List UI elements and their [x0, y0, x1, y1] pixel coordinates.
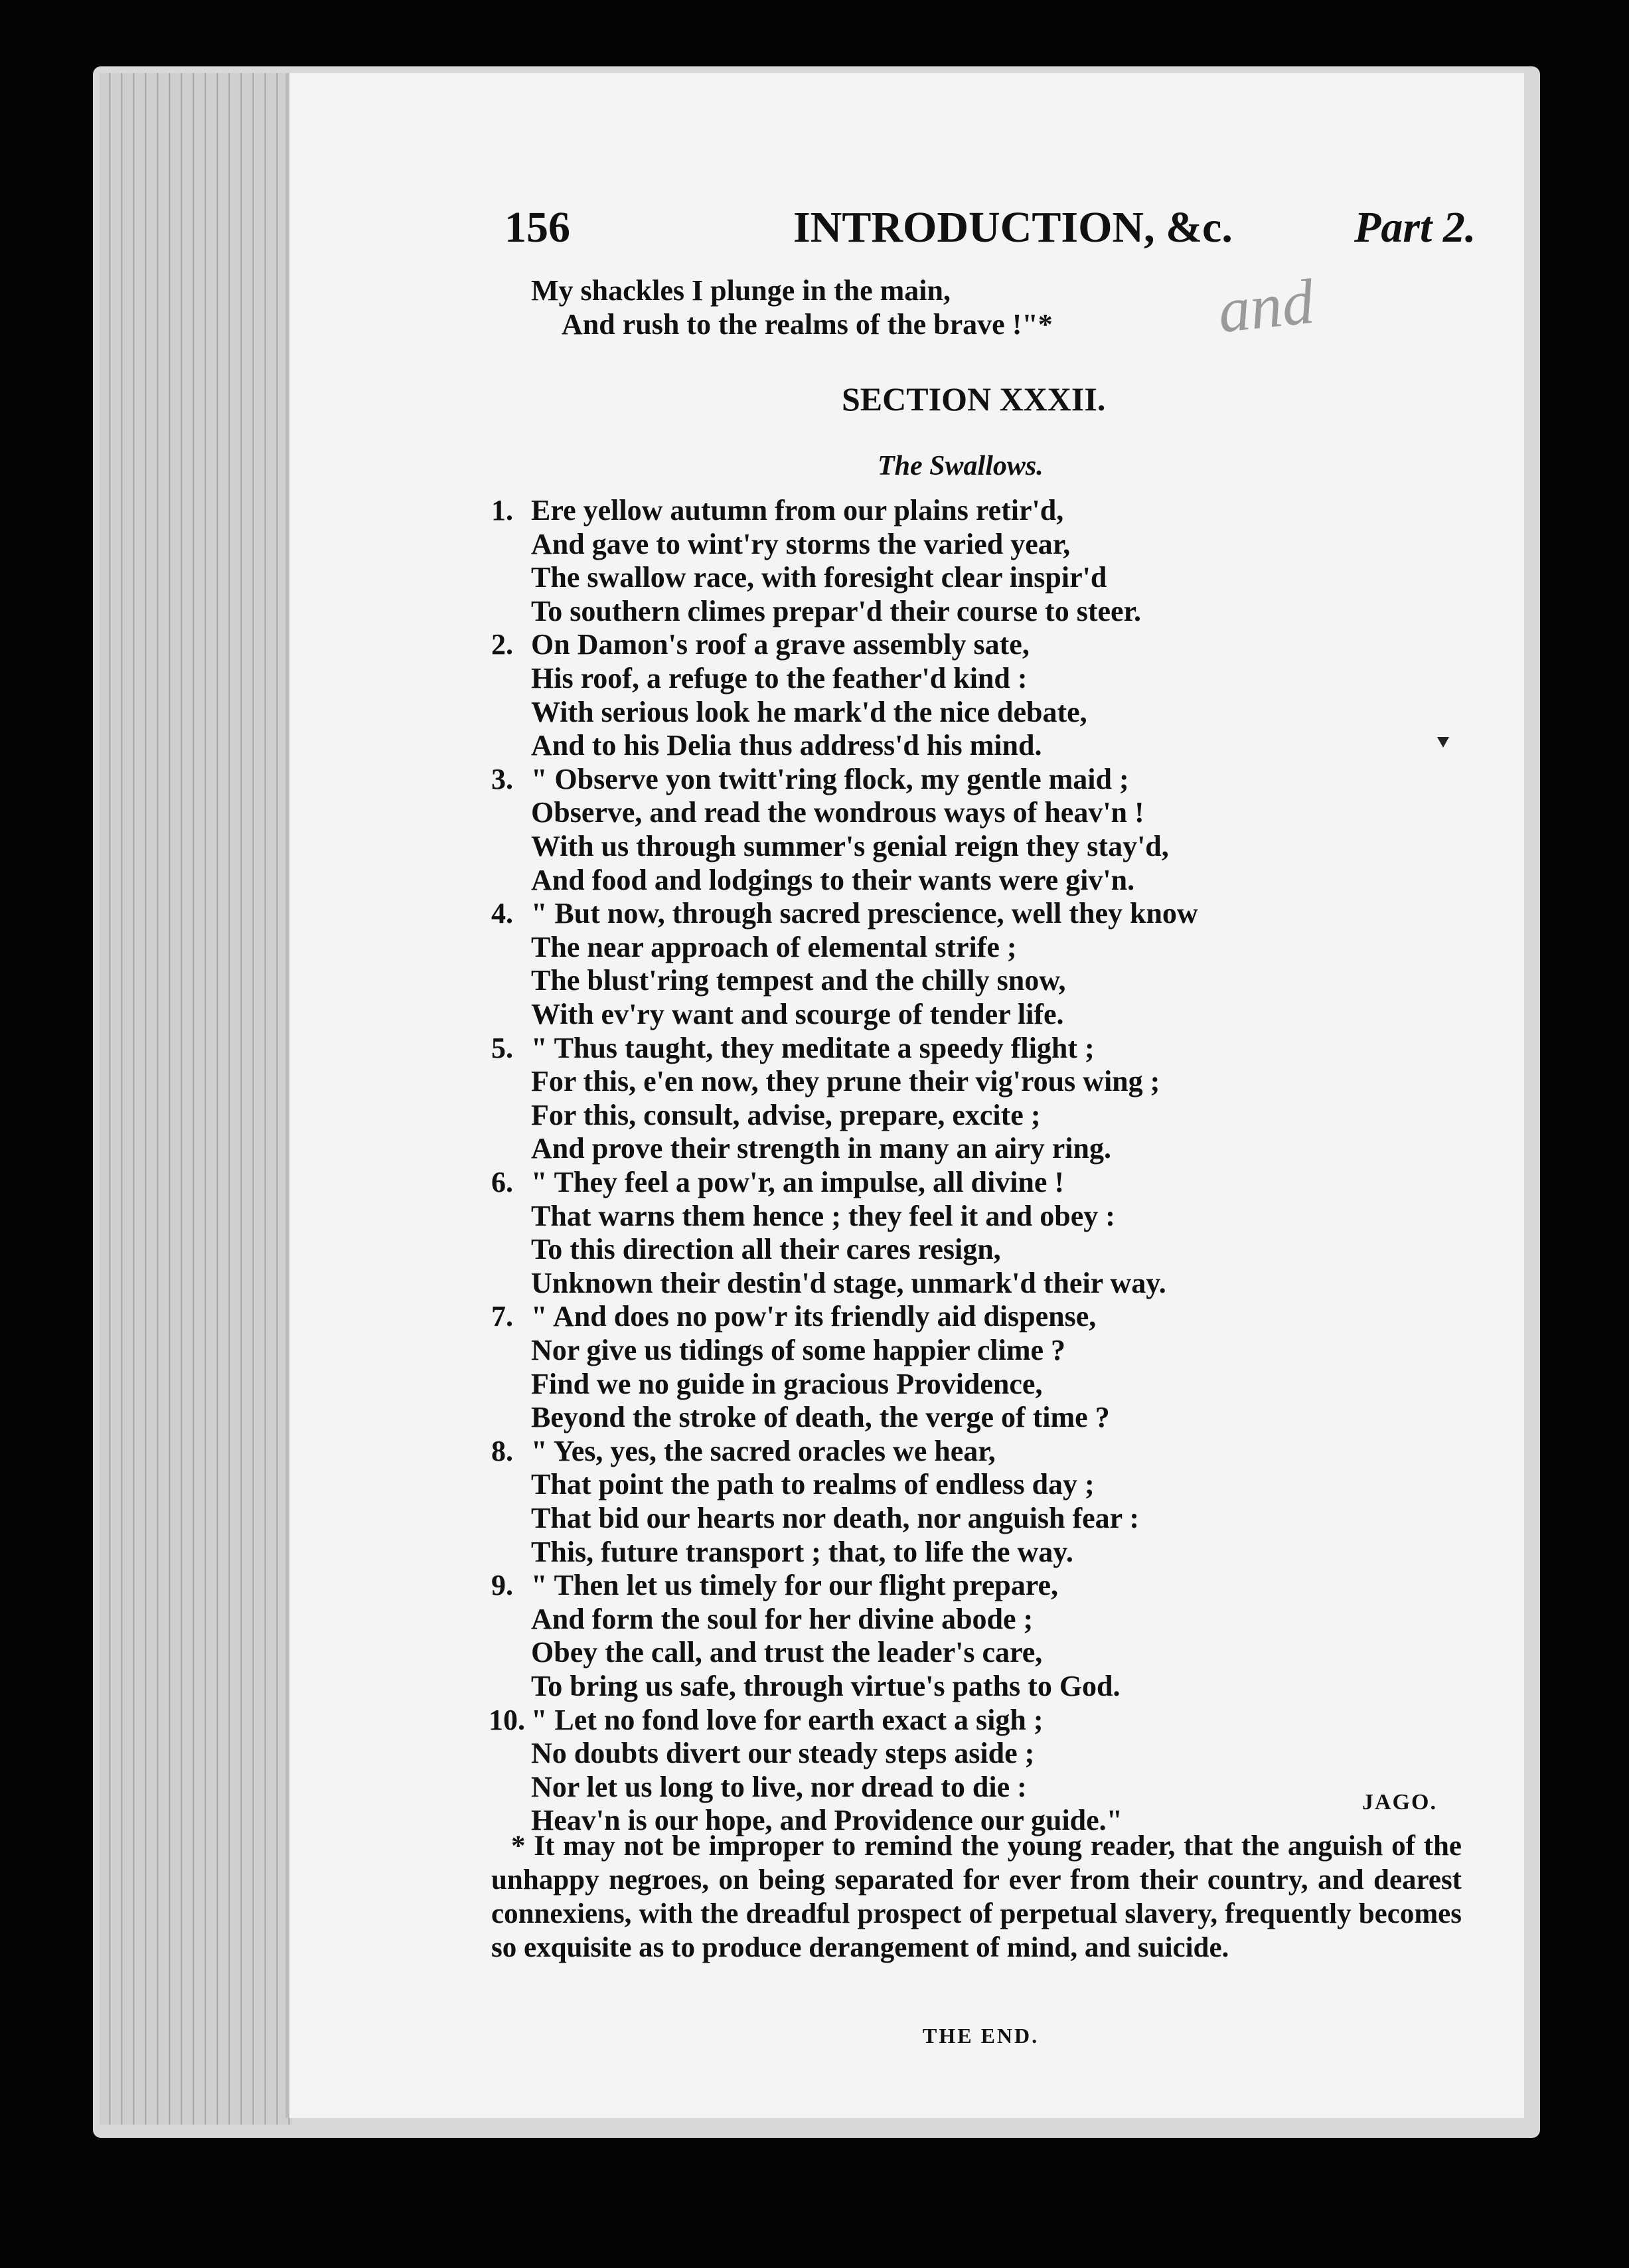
stanza-number: 7. — [491, 1300, 513, 1333]
verse-line: This, future transport ; that, to life the way. — [531, 1535, 1073, 1568]
verse-line: That bid our hearts nor death, nor anguish fear : — [531, 1502, 1140, 1534]
verse-line: Nor give us tidings of some happier clime ? — [531, 1334, 1066, 1366]
verse-line: For this, e'en now, they prune their vig'rous wing ; — [531, 1065, 1160, 1098]
verse-line: That point the path to realms of endless day ; — [531, 1468, 1095, 1501]
prev-poem-line-1: My shackles I plunge in the main, — [531, 274, 951, 307]
verse-line: And form the soul for her divine abode ; — [531, 1602, 1034, 1635]
verse-line: That warns them hence ; they feel it and obey : — [531, 1199, 1115, 1232]
verse-line: Nor let us long to live, nor dread to die : — [531, 1770, 1027, 1803]
stanza-number: 1. — [491, 494, 513, 526]
verse-line: Beyond the stroke of death, the verge of time ? — [531, 1401, 1110, 1434]
verse-line: " Thus taught, they meditate a speedy flight ; — [531, 1031, 1095, 1064]
verse-line: " They feel a pow'r, an impulse, all divine ! — [531, 1166, 1065, 1198]
stanza-number: 6. — [491, 1166, 513, 1198]
section-title: SECTION XXXII. — [842, 380, 1106, 418]
verse-line: Ere yellow autumn from our plains retir'd, — [531, 494, 1064, 526]
stanza-number: 9. — [491, 1569, 513, 1602]
verse-line: Obey the call, and trust the leader's care, — [531, 1636, 1043, 1669]
verse-line: Heav'n is our hope, and Providence our guide." — [531, 1804, 1123, 1837]
stanza-number: 8. — [491, 1434, 513, 1467]
page-edges — [100, 73, 292, 2125]
handwritten-note: and — [1214, 265, 1318, 347]
stanza-number: 4. — [491, 897, 513, 930]
verse-line: With ev'ry want and scourge of tender life. — [531, 998, 1064, 1030]
verse-line: His roof, a refuge to the feather'd kind : — [531, 662, 1028, 694]
stanza-number: 10. — [489, 1703, 525, 1736]
running-title: INTRODUCTION, &c. — [793, 203, 1233, 252]
verse-line: To this direction all their cares resign, — [531, 1233, 1001, 1266]
page-number: 156 — [504, 203, 570, 252]
verse-line: " But now, through sacred prescience, well they know — [531, 897, 1198, 930]
verse-line: With us through summer's genial reign they stay'd, — [531, 830, 1169, 862]
verse-line: And prove their strength in many an airy ring. — [531, 1132, 1111, 1165]
verse-line: " Then let us timely for our flight prepare, — [531, 1569, 1059, 1602]
poem-author: JAGO. — [1362, 1790, 1437, 1815]
verse-line: And food and lodgings to their wants were giv'n. — [531, 863, 1135, 896]
verse-line: For this, consult, advise, prepare, excite ; — [531, 1098, 1041, 1131]
verse-line: The near approach of elemental strife ; — [531, 930, 1017, 963]
verse-line: On Damon's roof a grave assembly sate, — [531, 628, 1030, 661]
verse-line: No doubts divert our steady steps aside ; — [531, 1737, 1035, 1770]
verse-line: Unknown their destin'd stage, unmark'd their way. — [531, 1266, 1166, 1299]
verse-line: The blust'ring tempest and the chilly snow, — [531, 964, 1066, 997]
stanza-number: 2. — [491, 628, 513, 661]
verse-line: Find we no guide in gracious Providence, — [531, 1367, 1043, 1400]
stanza-number: 3. — [491, 762, 513, 795]
the-end: THE END. — [923, 2024, 1040, 2048]
verse-line: To bring us safe, through virtue's paths to God. — [531, 1670, 1121, 1702]
verse-line: And gave to wint'ry storms the varied year, — [531, 527, 1071, 560]
verse-line: " Observe yon twitt'ring flock, my gentle maid ; — [531, 762, 1129, 795]
part-label: Part 2. — [1354, 203, 1476, 252]
stanza-number: 5. — [491, 1031, 513, 1064]
verse-line: The swallow race, with foresight clear inspir'd — [531, 561, 1107, 594]
verse-line: With serious look he mark'd the nice debate, — [531, 695, 1087, 728]
margin-mark — [1437, 737, 1449, 748]
poem-title: The Swallows. — [878, 451, 1044, 481]
verse-line: And to his Delia thus address'd his mind. — [531, 729, 1042, 762]
verse-line: Observe, and read the wondrous ways of heav'n ! — [531, 796, 1144, 829]
prev-poem-line-2: And rush to the realms of the brave !"* — [562, 308, 1053, 341]
verse-line: " Let no fond love for earth exact a sigh ; — [531, 1703, 1044, 1736]
verse-line: " Yes, yes, the sacred oracles we hear, — [531, 1434, 996, 1467]
verse-line: " And does no pow'r its friendly aid dispense, — [531, 1300, 1097, 1333]
footnote: * It may not be improper to remind the young reader, that the anguish of the unhappy negroes, on being separated for ever from their country, and dearest connexiens, with the dreadful prospect of perpetual slavery, frequently becomes so exquisite as to produce derangement of mind, and suicide. — [491, 1830, 1462, 1963]
verse-line: To southern climes prepar'd their course to steer. — [531, 594, 1142, 627]
